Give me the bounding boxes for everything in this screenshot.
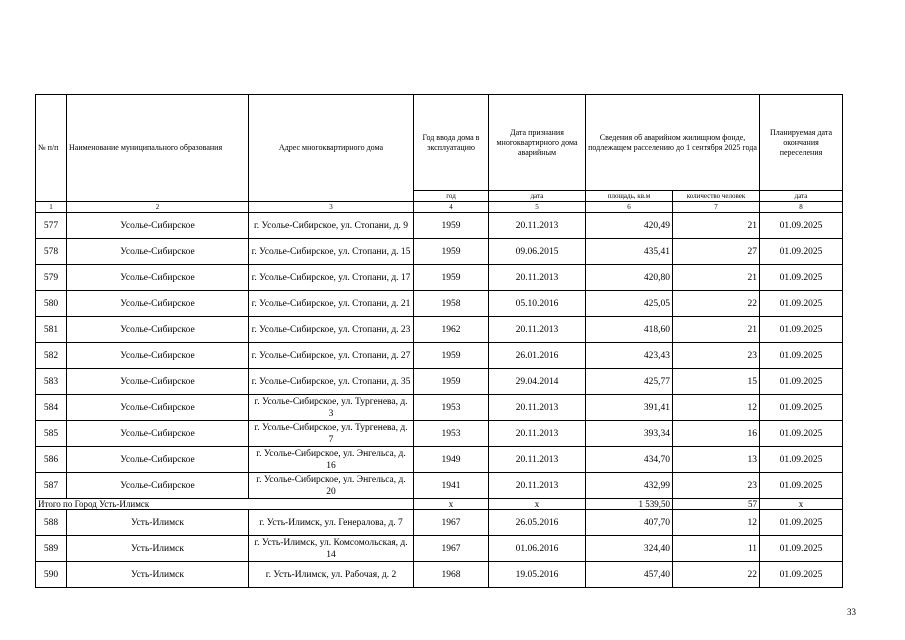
address-cell: г. Усолье-Сибирское, ул. Стопани, д. 9 (249, 213, 414, 239)
table-row (36, 265, 843, 291)
total-end: x (760, 499, 843, 510)
page-number: 33 (847, 607, 856, 617)
total-people: 57 (673, 499, 760, 510)
total-row (36, 499, 843, 510)
year-cell: 1958 (414, 291, 489, 317)
table-row (36, 291, 843, 317)
subheader-date: дата (489, 191, 586, 202)
subheader-people: количество человек (673, 191, 760, 202)
row-number: 577 (36, 213, 67, 239)
header-municipality: Наименование муниципального образования (67, 95, 249, 202)
municipality-cell: Усолье-Сибирское (67, 447, 249, 473)
column-number: 5 (489, 202, 586, 213)
municipality-cell: Усолье-Сибирское (67, 213, 249, 239)
people-cell: 16 (673, 421, 760, 447)
address-cell: г. Усть-Илимск, ул. Комсомольская, д. 14 (249, 536, 414, 562)
column-number: 3 (249, 202, 414, 213)
end-date-cell: 01.09.2025 (760, 421, 843, 447)
end-date-cell: 01.09.2025 (760, 239, 843, 265)
end-date-cell: 01.09.2025 (760, 536, 843, 562)
table-row (36, 510, 843, 536)
row-number: 583 (36, 369, 67, 395)
address-cell: г. Усолье-Сибирское, ул. Стопани, д. 17 (249, 265, 414, 291)
address-cell: г. Усолье-Сибирское, ул. Стопани, д. 15 (249, 239, 414, 265)
area-cell: 324,40 (586, 536, 673, 562)
address-cell: г. Усолье-Сибирское, ул. Тургенева, д. 3 (249, 395, 414, 421)
date-cell: 20.11.2013 (489, 265, 586, 291)
people-cell: 13 (673, 447, 760, 473)
table-row (36, 369, 843, 395)
end-date-cell: 01.09.2025 (760, 369, 843, 395)
row-number: 585 (36, 421, 67, 447)
municipality-cell: Усолье-Сибирское (67, 239, 249, 265)
row-number: 579 (36, 265, 67, 291)
area-cell: 420,80 (586, 265, 673, 291)
area-cell: 420,49 (586, 213, 673, 239)
table-row (36, 473, 843, 499)
address-cell: г. Усолье-Сибирское, ул. Стопани, д. 27 (249, 343, 414, 369)
table-row (36, 536, 843, 562)
header-fund-info: Сведения об аварийном жилищном фонде, подлежащем расселению до 1 сентября 2025 года (586, 95, 760, 191)
municipality-cell: Усолье-Сибирское (67, 395, 249, 421)
date-cell: 19.05.2016 (489, 562, 586, 588)
year-cell: 1959 (414, 213, 489, 239)
header-recognition-date: Дата признания многоквартирного дома аварийным (489, 95, 586, 191)
municipality-cell: Усть-Илимск (67, 510, 249, 536)
row-number: 581 (36, 317, 67, 343)
total-date: x (489, 499, 586, 510)
area-cell: 418,60 (586, 317, 673, 343)
date-cell: 29.04.2014 (489, 369, 586, 395)
address-cell: г. Усолье-Сибирское, ул. Тургенева, д. 7 (249, 421, 414, 447)
municipality-cell: Усолье-Сибирское (67, 473, 249, 499)
column-number: 4 (414, 202, 489, 213)
year-cell: 1959 (414, 239, 489, 265)
end-date-cell: 01.09.2025 (760, 473, 843, 499)
column-number: 6 (586, 202, 673, 213)
table-row (36, 395, 843, 421)
resettlement-table (35, 94, 843, 588)
people-cell: 12 (673, 510, 760, 536)
header-year: Год ввода дома в эксплуатацию (414, 95, 489, 191)
municipality-cell: Усолье-Сибирское (67, 317, 249, 343)
people-cell: 22 (673, 562, 760, 588)
year-cell: 1953 (414, 395, 489, 421)
date-cell: 20.11.2013 (489, 213, 586, 239)
people-cell: 27 (673, 239, 760, 265)
end-date-cell: 01.09.2025 (760, 395, 843, 421)
row-number: 578 (36, 239, 67, 265)
municipality-cell: Усть-Илимск (67, 536, 249, 562)
date-cell: 20.11.2013 (489, 447, 586, 473)
header-num: № п/п (36, 95, 67, 202)
municipality-cell: Усолье-Сибирское (67, 343, 249, 369)
year-cell: 1953 (414, 421, 489, 447)
column-number: 8 (760, 202, 843, 213)
header-planned-end: Планируемая дата окончания переселения (760, 95, 843, 191)
end-date-cell: 01.09.2025 (760, 265, 843, 291)
year-cell: 1968 (414, 562, 489, 588)
row-number: 588 (36, 510, 67, 536)
subheader-date2: дата (760, 191, 843, 202)
date-cell: 20.11.2013 (489, 473, 586, 499)
subheader-area: площадь, кв.м (586, 191, 673, 202)
column-number: 1 (36, 202, 67, 213)
municipality-cell: Усолье-Сибирское (67, 421, 249, 447)
column-number: 2 (67, 202, 249, 213)
total-area: 1 539,50 (586, 499, 673, 510)
address-cell: г. Усть-Илимск, ул. Генералова, д. 7 (249, 510, 414, 536)
area-cell: 457,40 (586, 562, 673, 588)
people-cell: 22 (673, 291, 760, 317)
table-row (36, 317, 843, 343)
end-date-cell: 01.09.2025 (760, 213, 843, 239)
area-cell: 432,99 (586, 473, 673, 499)
year-cell: 1949 (414, 447, 489, 473)
date-cell: 05.10.2016 (489, 291, 586, 317)
area-cell: 425,05 (586, 291, 673, 317)
row-number: 587 (36, 473, 67, 499)
end-date-cell: 01.09.2025 (760, 317, 843, 343)
row-number: 580 (36, 291, 67, 317)
year-cell: 1959 (414, 369, 489, 395)
year-cell: 1967 (414, 536, 489, 562)
year-cell: 1959 (414, 265, 489, 291)
date-cell: 20.11.2013 (489, 395, 586, 421)
people-cell: 15 (673, 369, 760, 395)
header-address: Адрес многоквартирного дома (249, 95, 414, 202)
people-cell: 21 (673, 213, 760, 239)
table-row (36, 447, 843, 473)
end-date-cell: 01.09.2025 (760, 343, 843, 369)
end-date-cell: 01.09.2025 (760, 291, 843, 317)
year-cell: 1967 (414, 510, 489, 536)
total-label: Итого по Город Усть-Илимск (36, 499, 414, 510)
address-cell: г. Усолье-Сибирское, ул. Стопани, д. 35 (249, 369, 414, 395)
date-cell: 01.06.2016 (489, 536, 586, 562)
column-number: 7 (673, 202, 760, 213)
date-cell: 20.11.2013 (489, 317, 586, 343)
people-cell: 23 (673, 473, 760, 499)
row-number: 589 (36, 536, 67, 562)
subheader-year: год (414, 191, 489, 202)
area-cell: 425,77 (586, 369, 673, 395)
row-number: 582 (36, 343, 67, 369)
address-cell: г. Усолье-Сибирское, ул. Стопани, д. 21 (249, 291, 414, 317)
table-row (36, 213, 843, 239)
area-cell: 435,41 (586, 239, 673, 265)
address-cell: г. Усолье-Сибирское, ул. Стопани, д. 23 (249, 317, 414, 343)
area-cell: 423,43 (586, 343, 673, 369)
end-date-cell: 01.09.2025 (760, 447, 843, 473)
year-cell: 1959 (414, 343, 489, 369)
people-cell: 23 (673, 343, 760, 369)
people-cell: 12 (673, 395, 760, 421)
end-date-cell: 01.09.2025 (760, 562, 843, 588)
table-row (36, 562, 843, 588)
row-number: 586 (36, 447, 67, 473)
municipality-cell: Усолье-Сибирское (67, 265, 249, 291)
address-cell: г. Усть-Илимск, ул. Рабочая, д. 2 (249, 562, 414, 588)
year-cell: 1962 (414, 317, 489, 343)
date-cell: 20.11.2013 (489, 421, 586, 447)
date-cell: 09.06.2015 (489, 239, 586, 265)
people-cell: 21 (673, 265, 760, 291)
row-number: 590 (36, 562, 67, 588)
area-cell: 393,34 (586, 421, 673, 447)
address-cell: г. Усолье-Сибирское, ул. Энгельса, д. 16 (249, 447, 414, 473)
table-row (36, 343, 843, 369)
municipality-cell: Усолье-Сибирское (67, 369, 249, 395)
year-cell: 1941 (414, 473, 489, 499)
municipality-cell: Усолье-Сибирское (67, 291, 249, 317)
table-row (36, 239, 843, 265)
total-year: x (414, 499, 489, 510)
area-cell: 391,41 (586, 395, 673, 421)
area-cell: 434,70 (586, 447, 673, 473)
municipality-cell: Усть-Илимск (67, 562, 249, 588)
address-cell: г. Усолье-Сибирское, ул. Энгельса, д. 20 (249, 473, 414, 499)
end-date-cell: 01.09.2025 (760, 510, 843, 536)
table-row (36, 421, 843, 447)
people-cell: 11 (673, 536, 760, 562)
date-cell: 26.01.2016 (489, 343, 586, 369)
date-cell: 26.05.2016 (489, 510, 586, 536)
row-number: 584 (36, 395, 67, 421)
area-cell: 407,70 (586, 510, 673, 536)
people-cell: 21 (673, 317, 760, 343)
